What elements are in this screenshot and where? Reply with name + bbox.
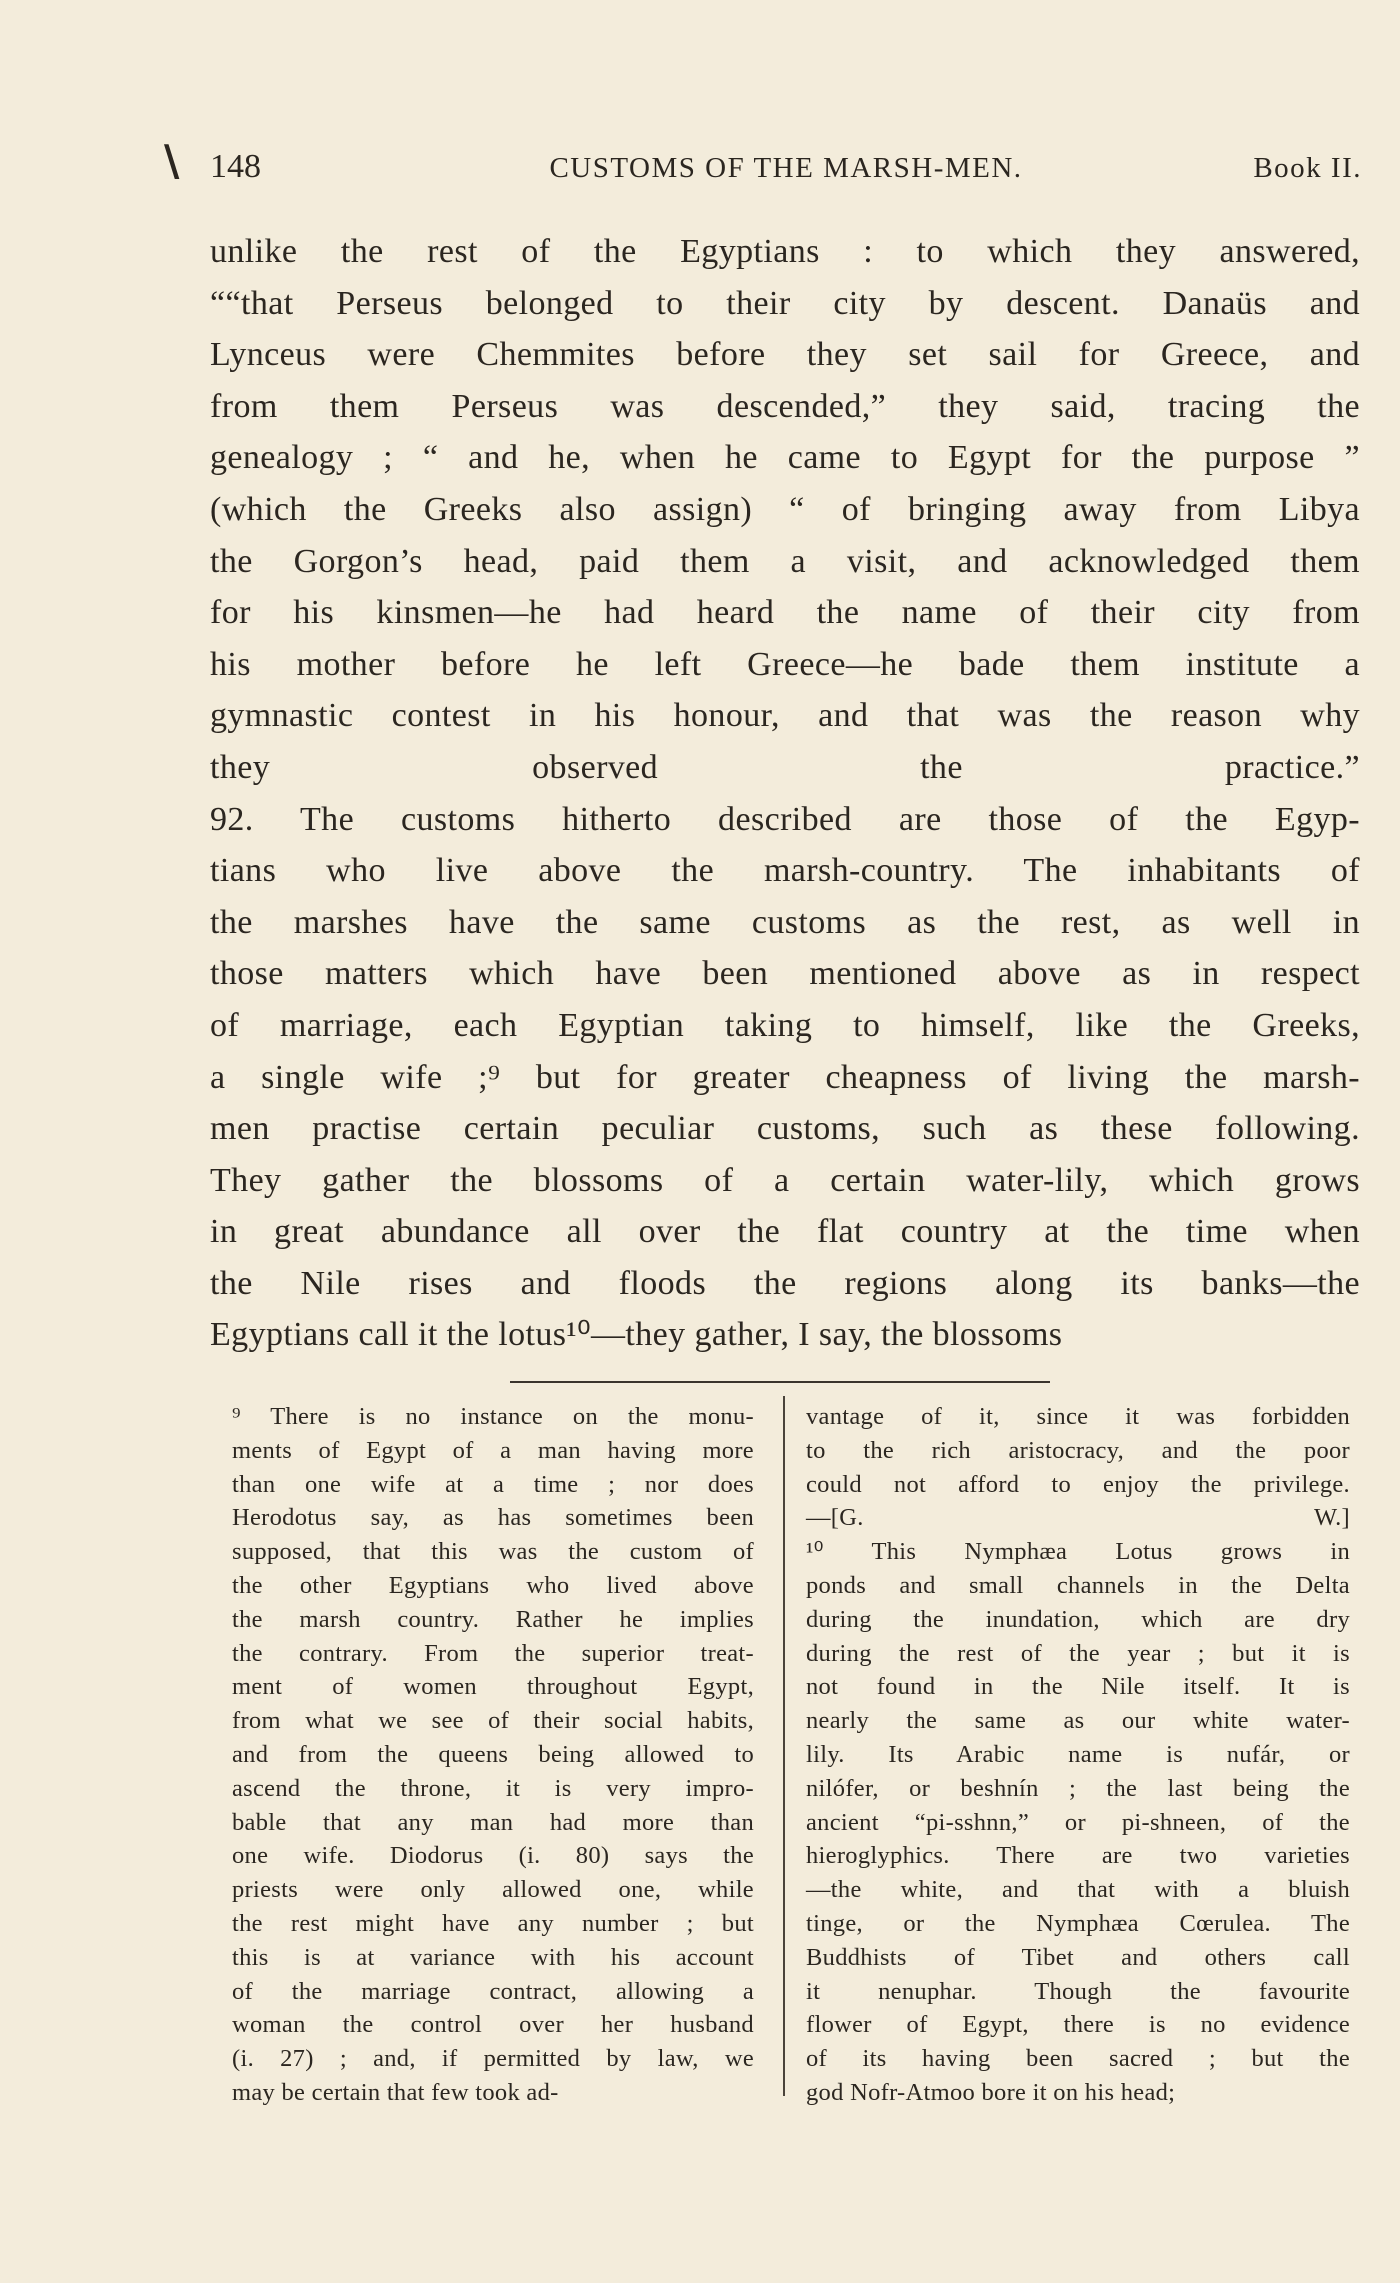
text-line: unlike the rest of the Egyptians : to which they answered, xyxy=(210,233,1360,270)
footnote-line: tinge, or the Nymphæa Cœrulea. The xyxy=(806,1909,1350,1937)
running-title: CUSTOMS OF THE MARSH-MEN. xyxy=(549,152,1023,184)
footnote-line: of the marriage contract, allowing a xyxy=(232,1977,754,2005)
footnote-line: Buddhists of Tibet and others call xyxy=(806,1943,1350,1971)
page-header xyxy=(210,148,1362,188)
text-line: they observed the practice.” xyxy=(210,748,1360,786)
text-line: of marriage, each Egyptian taking to himself, like the Greeks, xyxy=(210,1006,1360,1044)
footnote-line: not found in the Nile itself. It is xyxy=(806,1673,1350,1701)
footnote-line: lily. Its Arabic name is nufár, or xyxy=(806,1740,1350,1768)
footnote-line: of its having been sacred ; but the xyxy=(806,2045,1350,2073)
text-line: genealogy ; “ and he, when he came to Egypt for the purpose ” xyxy=(210,439,1360,477)
footnote-line: ¹⁰ This Nymphæa Lotus grows in xyxy=(806,1538,1350,1566)
text-line: (which the Greeks also assign) “ of bringing away from Libya xyxy=(210,490,1360,528)
text-line: those matters which have been mentioned above as in respect xyxy=(210,955,1360,993)
footnote-line: ments of Egypt of a man having more xyxy=(232,1436,754,1464)
footnote-separator-rule xyxy=(510,1381,1050,1383)
footnote-line: Herodotus say, as has sometimes been xyxy=(232,1504,754,1532)
text-line: They gather the blossoms of a certain water-lily, which grows xyxy=(210,1161,1360,1199)
footnotes-right-column xyxy=(806,1400,1350,2110)
text-line: in great abundance all over the flat country at the time when xyxy=(210,1213,1360,1251)
text-line: the Gorgon’s head, paid them a visit, and acknowledged them xyxy=(210,542,1360,580)
footnote-line: (i. 27) ; and, if permitted by law, we xyxy=(232,2045,754,2073)
text-line: the marshes have the same customs as the rest, as well in xyxy=(210,903,1360,941)
footnote-line: hieroglyphics. There are two varieties xyxy=(806,1842,1350,1870)
footnote-line: the marsh country. Rather he implies xyxy=(232,1605,754,1633)
footnote-line: ascend the throne, it is very impro- xyxy=(232,1774,754,1802)
footnote-line: it nenuphar. Though the favourite xyxy=(806,1977,1350,2005)
footnote-line: from what we see of their social habits, xyxy=(232,1707,754,1735)
text-line: for his kinsmen—he had heard the name of their city from xyxy=(210,594,1360,632)
main-text xyxy=(210,226,1360,1361)
footnote-line: during the inundation, which are dry xyxy=(806,1605,1350,1633)
footnote-line: this is at variance with his account xyxy=(232,1943,754,1971)
footnote-line: —the white, and that with a bluish xyxy=(806,1876,1350,1904)
footnote-line: the rest might have any number ; but xyxy=(232,1909,754,1937)
footnote-line: god Nofr-Atmoo bore it on his head; xyxy=(806,2078,1176,2106)
footnote-line: woman the control over her husband xyxy=(232,2011,754,2039)
text-line: men practise certain peculiar customs, such as these following. xyxy=(210,1110,1360,1148)
page-number: 148 xyxy=(210,148,261,185)
footnote-line: bable that any man had more than xyxy=(232,1808,754,1836)
footnote-line: nearly the same as our white water- xyxy=(806,1707,1350,1735)
text-line: Lynceus were Chemmites before they set sail for Greece, and xyxy=(210,336,1360,374)
footnote-line: the contrary. From the superior treat- xyxy=(232,1639,754,1667)
footnote-line: may be certain that few took ad- xyxy=(232,2078,559,2106)
text-line: Egyptians call it the lotus¹⁰—they gather, I say, the blossoms xyxy=(210,1316,1063,1354)
footnote-line: supposed, that this was the custom of xyxy=(232,1538,754,1566)
footnote-line: ment of women throughout Egypt, xyxy=(232,1673,754,1701)
marginal-mark: \ xyxy=(164,136,180,185)
text-line: the Nile rises and floods the regions along its banks—the xyxy=(210,1264,1360,1302)
footnotes-left-column xyxy=(232,1400,754,2110)
text-line: his mother before he left Greece—he bade them institute a xyxy=(210,645,1360,683)
footnote-line: the other Egyptians who lived above xyxy=(232,1571,754,1599)
footnote-line: ⁹ There is no instance on the monu- xyxy=(232,1403,754,1430)
footnote-line: flower of Egypt, there is no evidence xyxy=(806,2011,1350,2039)
footnote-line: during the rest of the year ; but it is xyxy=(806,1639,1350,1667)
book-label: Book II. xyxy=(1253,152,1362,184)
footnote-line: could not afford to enjoy the privilege. xyxy=(806,1470,1350,1498)
text-line: ““that Perseus belonged to their city by descent. Danaüs and xyxy=(210,284,1360,322)
footnote-line: —[G. W.] xyxy=(806,1504,1350,1532)
footnote-line: than one wife at a time ; nor does xyxy=(232,1470,754,1498)
footnote-line: ponds and small channels in the Delta xyxy=(806,1571,1350,1599)
text-line: tians who live above the marsh-country. The inhabitants of xyxy=(210,852,1360,890)
footnote-line: one wife. Diodorus (i. 80) says the xyxy=(232,1842,754,1870)
footnote-line: ancient “pi-sshnn,” or pi-shneen, of the xyxy=(806,1808,1350,1836)
text-line: 92. The customs hitherto described are those of the Egyp- xyxy=(210,800,1360,838)
footnote-column-divider xyxy=(783,1396,785,2096)
text-line: a single wife ;⁹ but for greater cheapness of living the marsh- xyxy=(210,1058,1360,1096)
footnote-line: and from the queens being allowed to xyxy=(232,1740,754,1768)
footnote-line: priests were only allowed one, while xyxy=(232,1876,754,1904)
footnote-line: to the rich aristocracy, and the poor xyxy=(806,1436,1350,1464)
footnote-line: vantage of it, since it was forbidden xyxy=(806,1403,1350,1430)
footnote-line: nilófer, or beshnín ; the last being the xyxy=(806,1774,1350,1802)
text-line: gymnastic contest in his honour, and that was the reason why xyxy=(210,697,1360,735)
text-line: from them Perseus was descended,” they said, tracing the xyxy=(210,387,1360,425)
